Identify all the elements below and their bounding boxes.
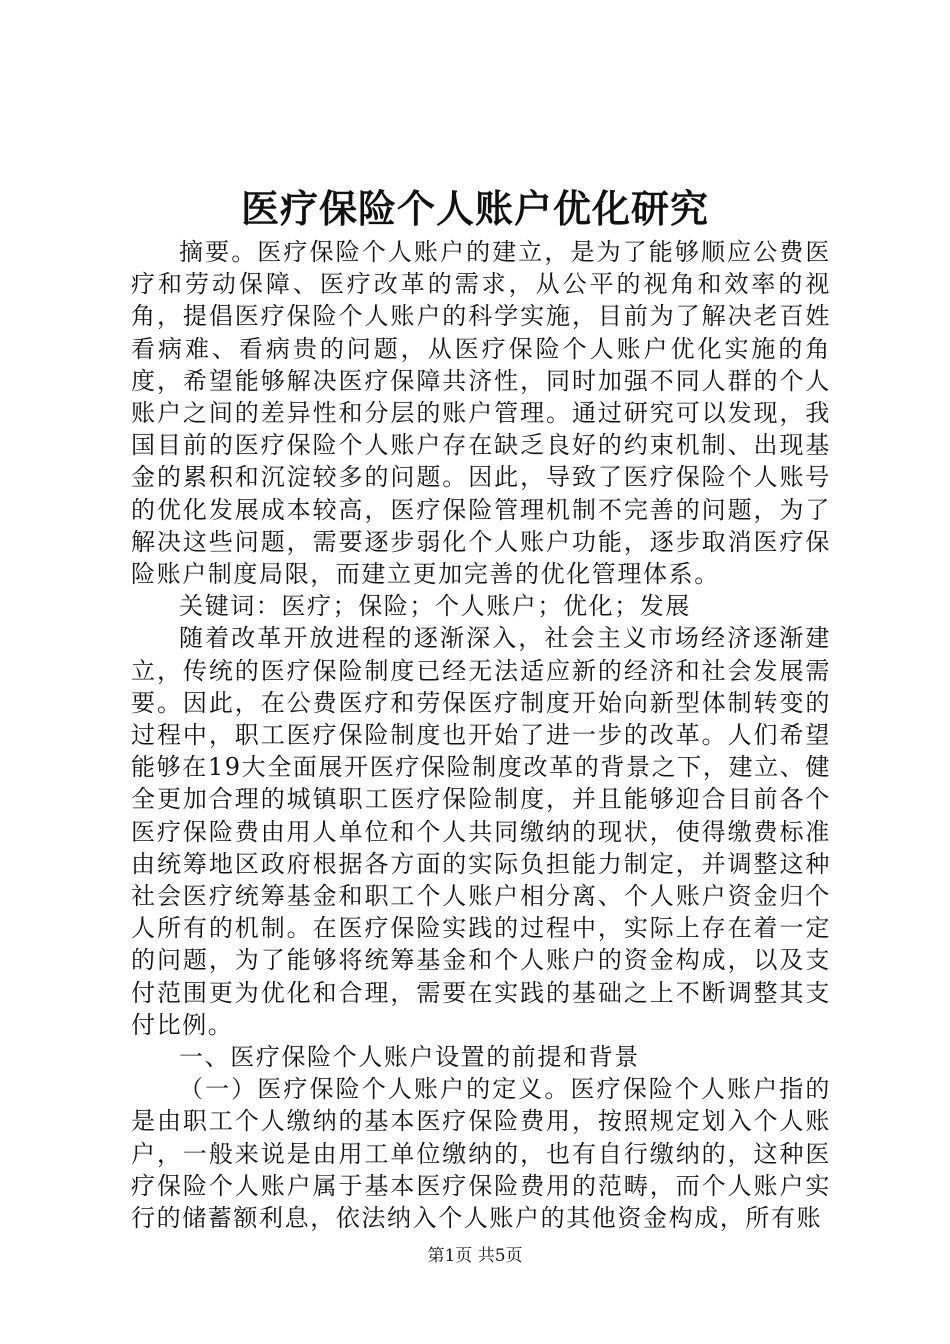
abstract-paragraph: 摘要。医疗保险个人账户的建立，是为了能够顺应公费医疗和劳动保障、医疗改革的需求，从公平的视角和效率的视角，提倡医疗保险个人账户的科学实施，目前为了解决老百姓看病难、看病贵的问题，从医疗保险个人账户优化实施的角度，希望能够解决医疗保障共济性，同时加强不同人群的个人账户之间的差异性和分层的账户管理。通过研究可以发现，我国目前的医疗保险个人账户存在缺乏良好的约束机制、出现基金的累积和沉淀较多的问题。因此，导致了医疗保险个人账号的优化发展成本较高，医疗保险管理机制不完善的问题，为了解决这些问题，需要逐步弱化个人账户功能，逐步取消医疗保险账户制度局限，而建立更加完善的优化管理体系。: [131, 238, 831, 589]
document-title: 医疗保险个人账户优化研究: [240, 186, 709, 231]
document-body: [131, 236, 831, 1234]
page-footer: 第1页 共5页: [427, 1246, 523, 1266]
definition-paragraph: （一）医疗保险个人账户的定义。医疗保险个人账户指的是由职工个人缴纳的基本医疗保险费用，按照规定划入个人账户，一般来说是由用工单位缴纳的，也有自行缴纳的，这种医疗保险个人账户属于基本医疗保险费用的范畴，而个人账户实行的储蓄额利息，依法纳入个人账户的其他资金构成，所有账: [131, 1075, 831, 1233]
keywords-paragraph: 关键词：医疗；保险；个人账户；优化；发展: [179, 592, 691, 621]
intro-paragraph: 随着改革开放进程的逐渐深入，社会主义市场经济逐渐建立，传统的医疗保险制度已经无法适应新的经济和社会发展需要。因此，在公费医疗和劳保医疗制度开始向新型体制转变的过程中，职工医疗保险制度也开始了进一步的改革。人们希望能够在19大全面展开医疗保险制度改革的背景之下，建立、健全更加合理的城镇职工医疗保险制度，并且能够迎合目前各个医疗保险费由用人单位和个人共同缴纳的现状，使得缴费标准由统筹地区政府根据各方面的实际负担能力制定，并调整这种社会医疗统筹基金和职工个人账户相分离、个人账户资金归个人所有的机制。在医疗保险实践的过程中，实际上存在着一定的问题，为了能够将统筹基金和个人账户的资金构成，以及支付范围更为优化和合理，需要在实践的基础之上不断调整其支付比例。: [131, 624, 831, 1039]
section-heading: 一、医疗保险个人账户设置的前提和背景: [179, 1043, 640, 1072]
